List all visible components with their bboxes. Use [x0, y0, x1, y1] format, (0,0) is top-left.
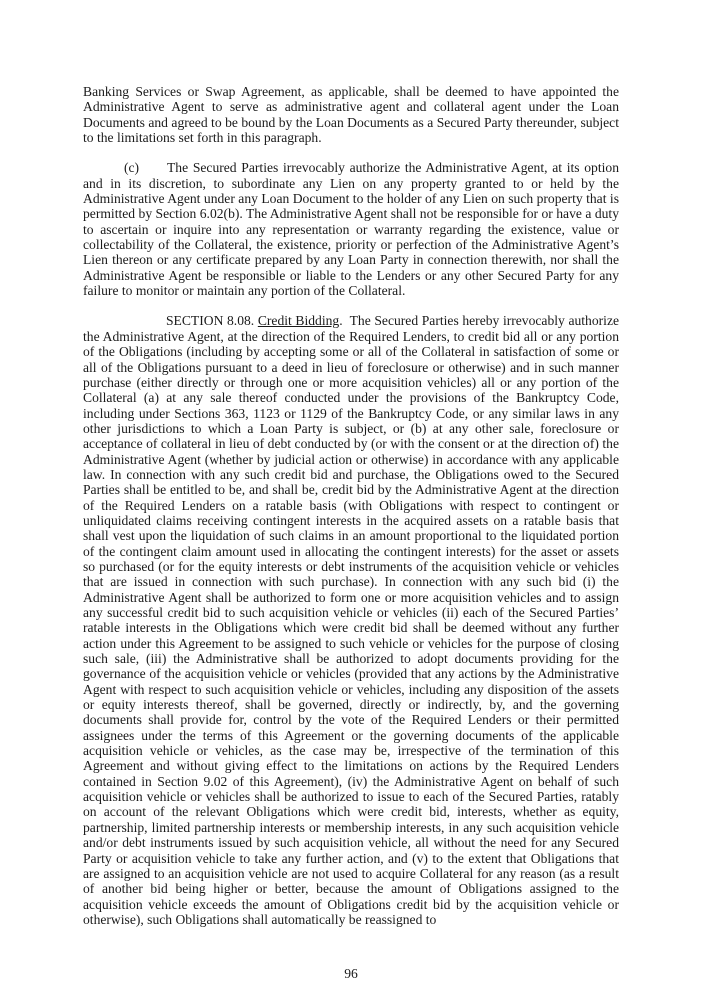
page-number: 96	[344, 966, 358, 982]
clause-c-text: The Secured Parties irrevocably authorize the Administrative Agent, at its option and in its discretion, to subordinate any Lien on any property granted to or held by the Administrative Agent under any Loan Document to the holder of any Lien on such property that is permitted by Section 6.02(b). The Administrative Agent shall not be responsible for or have a duty to ascertain or inquire into any representation or warranty regarding the existence, value or collectability of the Collateral, the existence, priority or perfection of the Administrative Agent’s Lien thereon or any certificate prepared by any Loan Party in connection therewith, nor shall the Administrative Agent be responsible or liable to the Lenders or any other Secured Party for any failure to monitor or maintain any portion of the Collateral.	[83, 160, 619, 299]
section-number: SECTION 8.08.	[166, 313, 255, 329]
clause-label: (c)	[124, 160, 140, 176]
paragraph-continuation: Banking Services or Swap Agreement, as applicable, shall be deemed to have appointed the Administrative Agent to serve as administrative agent and collateral agent under the Loan Documents and agreed to be bound by the Loan Documents as a Secured Party thereunder, subject to the limitations set forth in this paragraph.	[83, 84, 619, 146]
section-title: Credit Bidding	[257, 313, 340, 329]
section-8-08-paragraph	[83, 313, 619, 927]
clause-c-paragraph	[83, 160, 619, 298]
page-spacer	[83, 942, 619, 954]
section-title-punct: .	[339, 313, 343, 329]
section-text: The Secured Parties hereby irrevocably authorize the Administrative Agent, at the direction of the Required Lenders, to credit bid all or any portion of the Obligations (including by accepting some or all of the Collateral in satisfaction of some or all of the Obligations pursuant to a deed in lieu of foreclosure or otherwise) and in such manner purchase (either directly or through one or more acquisition vehicles) all or any portion of the Collateral (a) at any sale thereof conducted under the provisions of the Bankruptcy Code, including under Sections 363, 1123 or 1129 of the Bankruptcy Code, or any similar laws in any other jurisdictions to which a Loan Party is subject, or (b) at any other sale, foreclosure or acceptance of collateral in lieu of debt conducted by (or with the consent or at the direction of) the Administrative Agent (whether by judicial action or otherwise) in accordance with any applicable law. In connection with any such credit bid and purchase, the Obligations owed to the Secured Parties shall be entitled to be, and shall be, credit bid by the Administrative Agent at the direction of the Required Lenders on a ratable basis (with Obligations with respect to contingent or unliquidated claims receiving contingent interests in the acquired assets on a ratable basis that shall vest upon the liquidation of such claims in an amount proportional to the liquidated portion of the contingent claim amount used in allocating the contingent interests) for the asset or assets so purchased (or for the equity interests or debt instruments of the acquisition vehicle or vehicles that are issued in connection with such purchase). In connection with any such bid (i) the Administrative Agent shall be authorized to form one or more acquisition vehicles and to assign any successful credit bid to such acquisition vehicle or vehicles (ii) each of the Secured Parties’ ratable interests in the Obligations which were credit bid shall be deemed without any further action under this Agreement to be assigned to such vehicle or vehicles for the purpose of closing such sale, (iii) the Administrative shall be authorized to adopt documents providing for the governance of the acquisition vehicle or vehicles (provided that any actions by the Administrative Agent with respect to such acquisition vehicle or vehicles, including any disposition of the assets or equity interests thereof, shall be governed, directly or indirectly, by, and the governing documents shall provide for, control by the vote of the Required Lenders or their permitted assignees under the terms of this Agreement or the governing documents of the applicable acquisition vehicle or vehicles, as the case may be, irrespective of the termination of this Agreement and without giving effect to the limitations on actions by the Required Lenders contained in Section 9.02 of this Agreement), (iv) the Administrative Agent on behalf of such acquisition vehicle or vehicles shall be authorized to issue to each of the Secured Parties, ratably on account of the relevant Obligations which were credit bid, interests, whether as equity, partnership, limited partnership interests or membership interests, in any such acquisition vehicle and/or debt instruments issued by such acquisition vehicle, all without the need for any Secured Party or acquisition vehicle to take any further action, and (v) to the extent that Obligations that are assigned to an acquisition vehicle are not used to acquire Collateral for any reason (as a result of another bid being higher or better, because the amount of Obligations assigned to the acquisition vehicle exceeds the amount of Obligations credit bid by the acquisition vehicle or otherwise), such Obligations shall automatically be reassigned to	[83, 313, 620, 927]
